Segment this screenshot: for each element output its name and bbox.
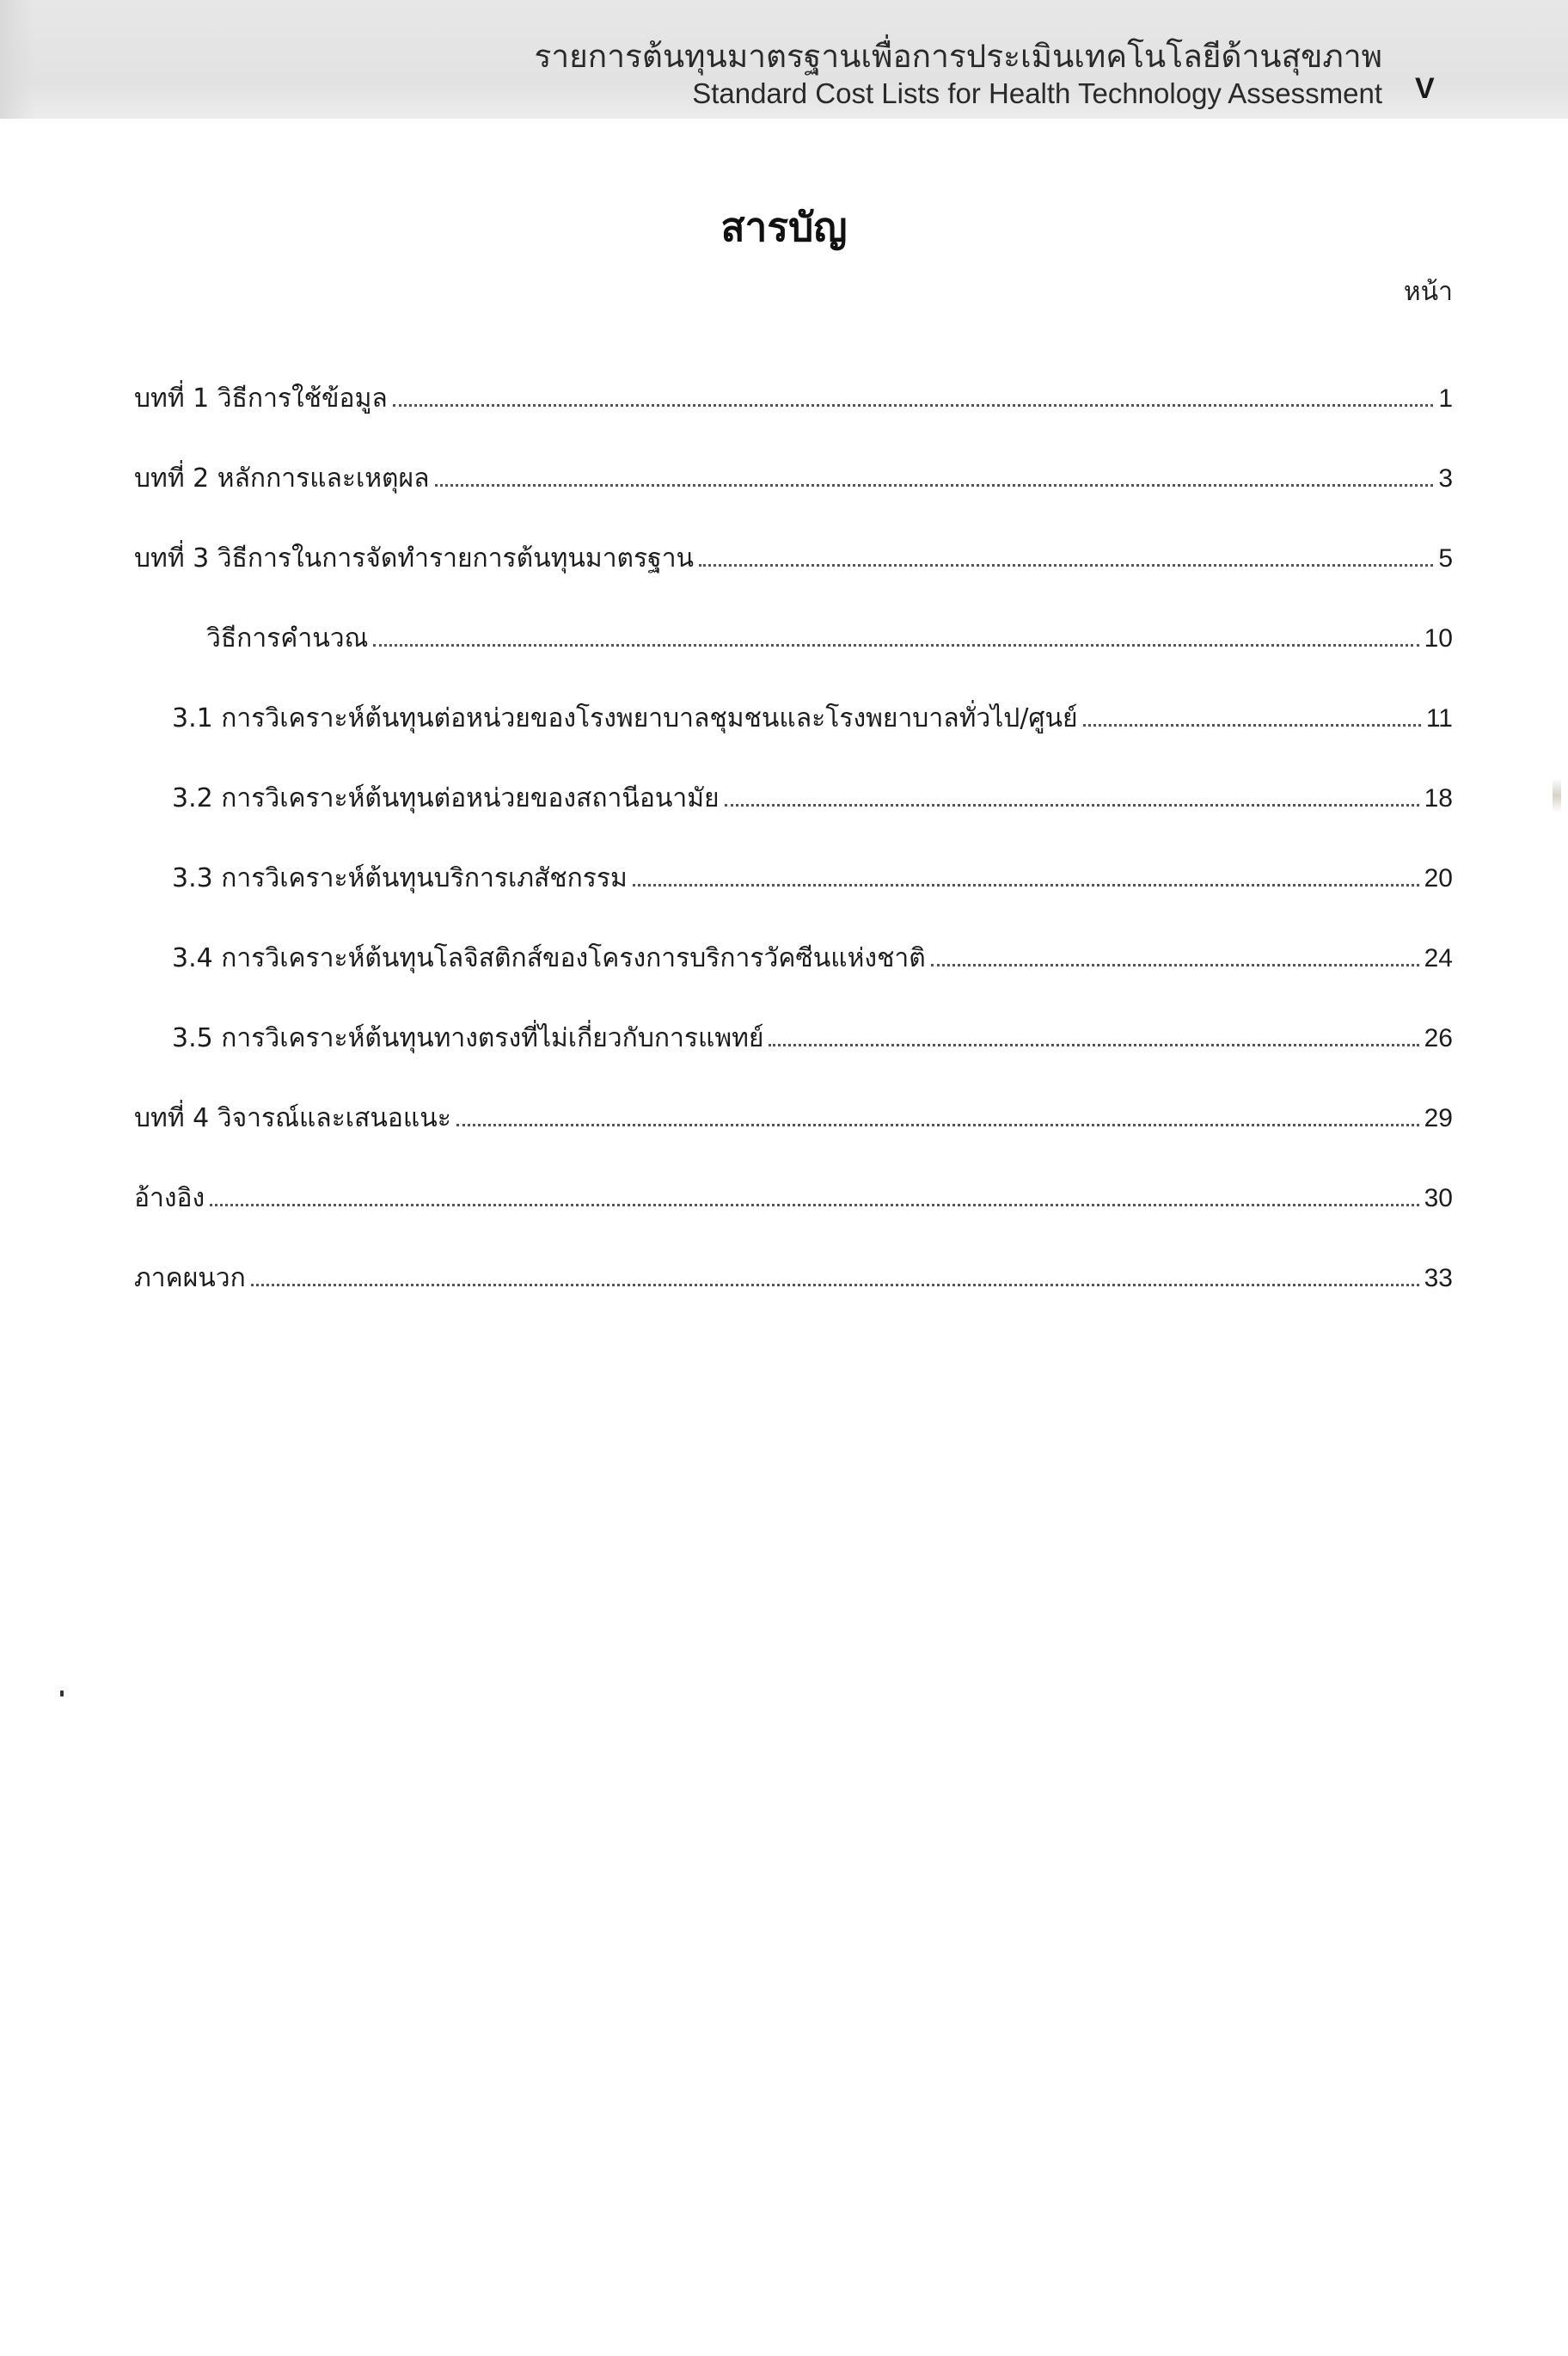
toc-entry-label: 3.1 การวิเคราะห์ต้นทุนต่อหน่วยของโรงพยาบาลชุมชนและโรงพยาบาลทั่วไป/ศูนย์ [172,703,1078,733]
toc-entry-appendix [134,1258,1453,1298]
dot-leader [435,484,1434,487]
dot-leader [456,1124,1419,1126]
toc-entry-section-3-5 [172,1018,1453,1058]
toc-entry-page: 5 [1438,544,1453,573]
dot-leader [251,1284,1419,1286]
dot-leader [699,564,1433,567]
toc-entry-label: อ้างอิง [134,1183,205,1213]
page-number: V [1415,72,1435,105]
toc-entry-page: 3 [1438,464,1453,493]
toc-entry-label: บทที่ 1 วิธีการใช้ข้อมูล [134,383,388,414]
toc-entry-page: 33 [1424,1264,1453,1292]
dot-leader [373,644,1418,647]
toc-entry-label: บทที่ 3 วิธีการในการจัดทำรายการต้นทุนมาตรฐาน [134,543,695,574]
dot-leader [1083,724,1421,727]
header-english-title: Standard Cost Lists for Health Technology Assessment [692,77,1382,109]
scan-edge-mark [1553,778,1561,813]
toc-entry-page: 18 [1424,784,1453,813]
toc-entry-page: 24 [1424,944,1453,972]
toc-entry-page: 1 [1438,384,1453,413]
toc-entry-chapter-4 [134,1098,1453,1138]
toc-entry-section-3-2 [172,778,1453,818]
dot-leader [769,1044,1418,1046]
toc-entry-label: 3.4 การวิเคราะห์ต้นทุนโลจิสติกส์ของโครงการบริการวัคซีนแห่งชาติ [172,943,926,973]
page-column-label: หน้า [1403,277,1453,307]
dot-leader [210,1204,1418,1206]
toc-entry-page: 26 [1424,1024,1453,1052]
toc-entry-page: 29 [1424,1104,1453,1132]
toc-entry-label: บทที่ 4 วิจารณ์และเสนอแนะ [134,1103,451,1133]
dot-leader [393,404,1434,407]
toc-entry-label: วิธีการคำนวณ [206,623,369,653]
toc-entry-label: 3.2 การวิเคราะห์ต้นทุนต่อหน่วยของสถานีอนามัย [172,783,720,813]
page-title: สารบัญ [720,204,848,250]
toc-entry-section-3-1 [172,698,1453,738]
toc-entry-calculation-method [206,618,1453,658]
header-thai-title: รายการต้นทุนมาตรฐานเพื่อการประเมินเทคโนโลยีด้านสุขภาพ [534,38,1382,75]
toc-entry-page: 11 [1425,704,1453,733]
toc-entry-label: 3.3 การวิเคราะห์ต้นทุนบริการเภสัชกรรม [172,863,628,893]
toc-entry-page: 30 [1424,1184,1453,1212]
toc-entry-references [134,1178,1453,1218]
toc-entry-label: 3.5 การวิเคราะห์ต้นทุนทางตรงที่ไม่เกี่ยวกับการแพทย์ [172,1023,764,1053]
toc-entry-label: ภาคผนวก [134,1263,246,1293]
toc-entry-section-3-3 [172,858,1453,898]
dot-leader [633,884,1419,887]
dot-leader [725,804,1419,807]
toc-entry-page: 20 [1424,864,1453,893]
scan-speck [60,1690,64,1696]
dot-leader [931,964,1419,966]
toc-entry-chapter-1 [134,378,1453,418]
toc-entry-chapter-3 [134,538,1453,578]
toc-entry-label: บทที่ 2 หลักการและเหตุผล [134,463,430,494]
toc-entry-page: 10 [1424,624,1453,653]
toc-entry-section-3-4 [172,938,1453,978]
toc-entry-chapter-2 [134,458,1453,498]
